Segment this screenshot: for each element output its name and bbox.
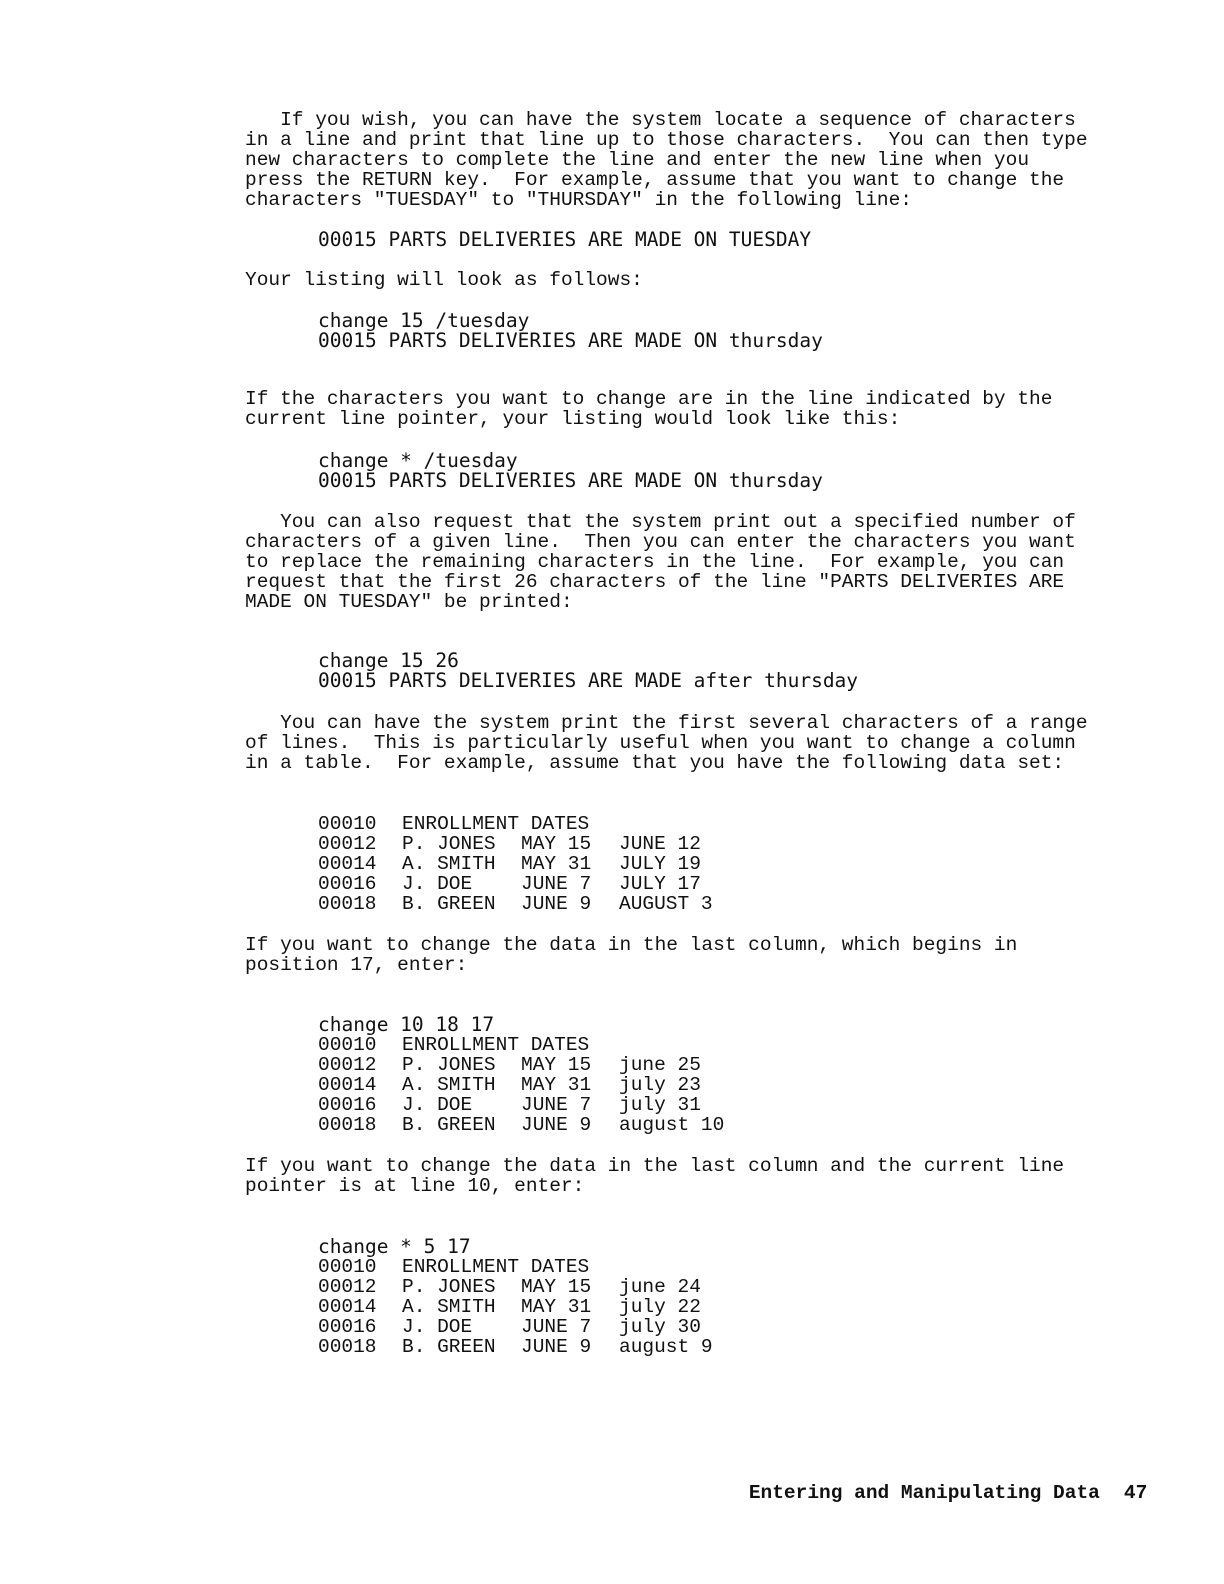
start-date-cell: JUNE 7 (521, 1094, 592, 1116)
name-cell: A. SMITH (402, 1074, 496, 1096)
table-row (318, 1055, 759, 1075)
line-number-cell: 00014 (318, 1074, 377, 1096)
line-number-cell: 00016 (318, 873, 377, 895)
paragraph-pointer-at-line-10: If you want to change the data in the last column and the current line pointer is at line 10, enter: (245, 1155, 1065, 1197)
table-row (318, 1035, 759, 1055)
end-date-cell: june 24 (619, 1276, 701, 1298)
data-table-changed-pointer-body (318, 1257, 759, 1357)
table-row (318, 1257, 759, 1277)
name-cell: J. DOE (402, 1316, 473, 1338)
data-table-changed (318, 1035, 759, 1135)
table-title-cell: ENROLLMENT DATES (402, 813, 590, 835)
paragraph-specified-characters: You can also request that the system print out a specified number of characters of a given line. Then you can enter the characters you want to replace the remaining characters in the line. For example, you can request that the first 26 characters of the line "PARTS DELIVERIES ARE MADE ON TUESDAY" be printed: (245, 511, 1076, 613)
name-cell: J. DOE (402, 1094, 473, 1116)
line-number-cell: 00014 (318, 853, 377, 875)
end-date-cell: august 10 (619, 1114, 725, 1136)
data-table-original (318, 814, 759, 914)
line-number-cell: 00014 (318, 1296, 377, 1318)
start-date-cell: MAY 15 (521, 1276, 592, 1298)
page-footer (702, 1460, 1147, 1526)
name-cell: A. SMITH (402, 853, 496, 875)
line-number-cell: 00018 (318, 1336, 377, 1358)
table-row (318, 1075, 759, 1095)
name-cell: P. JONES (402, 1276, 496, 1298)
example-change-line-15: change 15 /tuesday 00015 PARTS DELIVERIES ARE MADE ON thursday (318, 309, 823, 352)
end-date-cell: JULY 17 (619, 873, 701, 895)
name-cell: A. SMITH (402, 1296, 496, 1318)
end-date-cell: JUNE 12 (619, 833, 701, 855)
example-line-tuesday: 00015 PARTS DELIVERIES ARE MADE ON TUESDAY (318, 228, 812, 251)
line-number-cell: 00016 (318, 1316, 377, 1338)
table-title-cell: ENROLLMENT DATES (402, 1256, 590, 1278)
table-row (318, 1277, 759, 1297)
end-date-cell: june 25 (619, 1054, 701, 1076)
paragraph-last-column: If you want to change the data in the last column, which begins in position 17, enter: (245, 934, 1018, 976)
start-date-cell: MAY 31 (521, 853, 592, 875)
data-table-changed-body (318, 1035, 759, 1135)
table-row (318, 854, 759, 874)
end-date-cell: july 23 (619, 1074, 701, 1096)
example-change-current-line: change * /tuesday 00015 PARTS DELIVERIES ARE MADE ON thursday (318, 449, 823, 492)
command-change-10-18-17: change 10 18 17 (318, 1013, 495, 1036)
name-cell: B. GREEN (402, 1114, 496, 1136)
table-title-cell: ENROLLMENT DATES (402, 1034, 590, 1056)
end-date-cell: JULY 19 (619, 853, 701, 875)
start-date-cell: JUNE 9 (521, 1114, 592, 1136)
table-row (318, 1115, 759, 1135)
line-number-cell: 00010 (318, 1256, 377, 1278)
data-table-changed-pointer (318, 1257, 759, 1357)
example-change-26-characters: change 15 26 00015 PARTS DELIVERIES ARE MADE after thursday (318, 649, 859, 692)
end-date-cell: july 30 (619, 1316, 701, 1338)
page-number: 47 (1123, 1482, 1148, 1504)
name-cell: J. DOE (402, 873, 473, 895)
name-cell: B. GREEN (402, 1336, 496, 1358)
table-row (318, 1095, 759, 1115)
end-date-cell: july 22 (619, 1296, 701, 1318)
start-date-cell: MAY 31 (521, 1074, 592, 1096)
start-date-cell: JUNE 7 (521, 873, 592, 895)
table-row (318, 894, 759, 914)
line-number-cell: 00018 (318, 1114, 377, 1136)
paragraph-listing-intro: Your listing will look as follows: (245, 269, 643, 291)
line-number-cell: 00018 (318, 893, 377, 915)
footer-title: Entering and Manipulating Data (748, 1482, 1100, 1504)
line-number-cell: 00012 (318, 1054, 377, 1076)
line-number-cell: 00016 (318, 1094, 377, 1116)
line-number-cell: 00012 (318, 833, 377, 855)
end-date-cell: august 9 (619, 1336, 713, 1358)
line-number-cell: 00010 (318, 813, 377, 835)
table-row (318, 814, 759, 834)
command-change-star-5-17: change * 5 17 (318, 1235, 471, 1258)
paragraph-locate-sequence: If you wish, you can have the system locate a sequence of characters in a line and print that line up to those characters. You can then type new characters to complete the line and enter the new line when you press the RETURN key. For example, assume that you want to change the characters "TUESDAY" to "THURSDAY" in the following line: (245, 109, 1088, 211)
name-cell: P. JONES (402, 1054, 496, 1076)
table-row (318, 834, 759, 854)
end-date-cell: july 31 (619, 1094, 701, 1116)
data-table-original-body (318, 814, 759, 914)
paragraph-range-of-lines: You can have the system print the first several characters of a range of lines. This is particularly useful when you want to change a column in a table. For example, assume that you have the following data set: (245, 712, 1088, 774)
name-cell: P. JONES (402, 833, 496, 855)
start-date-cell: JUNE 9 (521, 893, 592, 915)
table-row (318, 1317, 759, 1337)
line-number-cell: 00012 (318, 1276, 377, 1298)
table-row (318, 1297, 759, 1317)
start-date-cell: JUNE 9 (521, 1336, 592, 1358)
table-row (318, 1337, 759, 1357)
start-date-cell: JUNE 7 (521, 1316, 592, 1338)
paragraph-current-line-pointer: If the characters you want to change are in the line indicated by the current line pointer, your listing would look like this: (245, 388, 1053, 430)
name-cell: B. GREEN (402, 893, 496, 915)
start-date-cell: MAY 31 (521, 1296, 592, 1318)
table-row (318, 874, 759, 894)
line-number-cell: 00010 (318, 1034, 377, 1056)
start-date-cell: MAY 15 (521, 1054, 592, 1076)
start-date-cell: MAY 15 (521, 833, 592, 855)
end-date-cell: AUGUST 3 (619, 893, 713, 915)
